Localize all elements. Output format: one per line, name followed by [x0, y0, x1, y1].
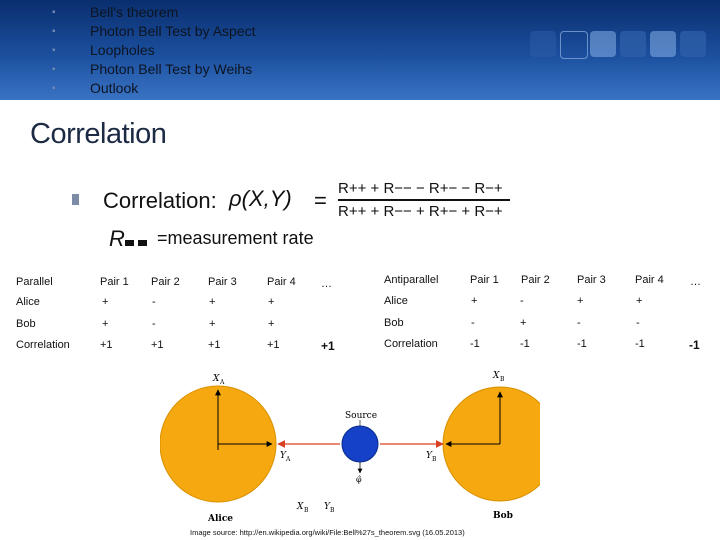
table-cell: + [471, 295, 478, 307]
phi-label: φ̂ [356, 475, 362, 484]
rate-subscript-icon [125, 240, 149, 248]
table-summary-cell: +1 [321, 339, 335, 353]
table-header-cell: Antiparallel [384, 274, 439, 286]
table-header-cell: Pair 1 [470, 274, 499, 286]
table-cell: Correlation [384, 338, 438, 350]
table-cell: - [577, 317, 581, 329]
antiparallel-table [384, 274, 714, 356]
bullet-icon: ▪ [52, 26, 56, 37]
table-cell: + [268, 318, 275, 330]
table-cell: + [209, 318, 216, 330]
parallel-table [16, 276, 361, 356]
formula-label: Correlation: [103, 188, 217, 213]
agenda-item[interactable] [52, 79, 256, 98]
svg-text:Y: Y [280, 451, 286, 461]
agenda-item[interactable] [52, 41, 256, 60]
table-summary-cell: -1 [689, 338, 700, 352]
slide-title: Correlation [30, 118, 167, 150]
table-header-cell: Pair 2 [151, 276, 180, 288]
table-header-cell: Pair 3 [577, 274, 606, 286]
svg-text:B: B [500, 376, 505, 383]
table-header-cell: Pair 4 [267, 276, 296, 288]
table-cell: - [152, 318, 156, 330]
table-cell: + [102, 318, 109, 330]
table-cell: + [102, 296, 109, 308]
svg-text:A: A [220, 379, 225, 386]
table-header-cell: Parallel [16, 276, 53, 288]
formula-fraction [338, 180, 510, 220]
table-cell: Alice [384, 295, 408, 307]
alice-label: Alice [208, 514, 234, 524]
table-cell: -1 [577, 338, 587, 350]
table-cell: + [577, 295, 584, 307]
svg-text:X: X [493, 371, 500, 381]
agenda-item-label: Bell's theorem [90, 4, 179, 20]
svg-text:A: A [286, 456, 291, 463]
xb-label-bottom [296, 502, 309, 514]
table-header-cell: Pair 1 [100, 276, 129, 288]
agenda-item-label: Photon Bell Test by Aspect [90, 23, 256, 39]
table-header-cell: … [321, 278, 332, 290]
table-header-cell: Pair 4 [635, 274, 664, 286]
table-cell: Alice [16, 296, 40, 308]
xb-label-top [492, 371, 505, 383]
rate-definition: =measurement rate [157, 228, 314, 248]
svg-text:B: B [330, 507, 335, 514]
table-cell: + [268, 296, 275, 308]
agenda-item[interactable] [52, 3, 256, 22]
square-decoration [620, 31, 646, 57]
svg-text:Y: Y [426, 451, 432, 461]
table-header-cell: Pair 3 [208, 276, 237, 288]
square-decoration [650, 31, 676, 57]
table-cell: + [520, 317, 527, 329]
bullet-icon [72, 194, 79, 205]
table-cell: -1 [520, 338, 530, 350]
formula-denominator: R++ + R−− + R+− + R−+ [338, 202, 503, 220]
yb-label-bottom [324, 502, 335, 514]
square-decoration [590, 31, 616, 57]
svg-text:X: X [213, 374, 220, 384]
table-cell: +1 [208, 339, 221, 351]
table-cell: Correlation [16, 339, 70, 351]
yb-label [426, 451, 437, 463]
table-cell: - [520, 295, 524, 307]
ya-label [280, 451, 291, 463]
fraction-bar [338, 199, 510, 201]
table-cell: +1 [267, 339, 280, 351]
table-header-cell: … [690, 276, 701, 288]
table-cell: -1 [635, 338, 645, 350]
table-cell: -1 [470, 338, 480, 350]
bullet-icon: ▪ [52, 64, 56, 75]
table-cell: + [209, 296, 216, 308]
agenda-item-label: Loopholes [90, 42, 155, 58]
xa-label [212, 374, 225, 386]
formula-lhs: ρ(X,Y) [229, 186, 292, 211]
bell-test-diagram [160, 360, 540, 525]
agenda-item[interactable] [52, 22, 256, 41]
table-cell: +1 [151, 339, 164, 351]
agenda-item-label: Outlook [90, 80, 139, 96]
table-cell: Bob [384, 317, 404, 329]
table-header-cell: Pair 2 [521, 274, 550, 286]
table-cell: - [471, 317, 475, 329]
square-decoration [680, 31, 706, 57]
rate-symbol: R [109, 226, 125, 251]
table-cell: +1 [100, 339, 113, 351]
bullet-icon: ▪ [52, 83, 56, 94]
source-circle [342, 426, 378, 462]
bullet-icon: ▪ [52, 45, 56, 56]
header-band [0, 0, 720, 100]
svg-text:B: B [304, 507, 309, 514]
square-decoration [560, 31, 588, 59]
image-source-note: Image source: http://en.wikipedia.org/wiki/File:Bell%27s_theorem.svg (16.05.2013) [190, 528, 465, 537]
svg-text:Y: Y [324, 502, 330, 512]
table-cell: - [636, 317, 640, 329]
source-label: Source [345, 411, 378, 421]
table-cell: + [636, 295, 643, 307]
formula-numerator: R++ + R−− − R+− − R−+ [338, 180, 503, 197]
agenda-item[interactable] [52, 60, 256, 79]
bob-label: Bob [493, 511, 513, 521]
table-cell: - [152, 296, 156, 308]
agenda-item-label: Photon Bell Test by Weihs [90, 61, 253, 77]
agenda-list [52, 3, 256, 98]
formula-equals: = [314, 188, 327, 213]
bullet-icon: ▪ [52, 7, 56, 18]
svg-text:X: X [297, 502, 304, 512]
svg-text:B: B [432, 456, 437, 463]
square-decoration [530, 31, 556, 57]
table-cell: Bob [16, 318, 36, 330]
